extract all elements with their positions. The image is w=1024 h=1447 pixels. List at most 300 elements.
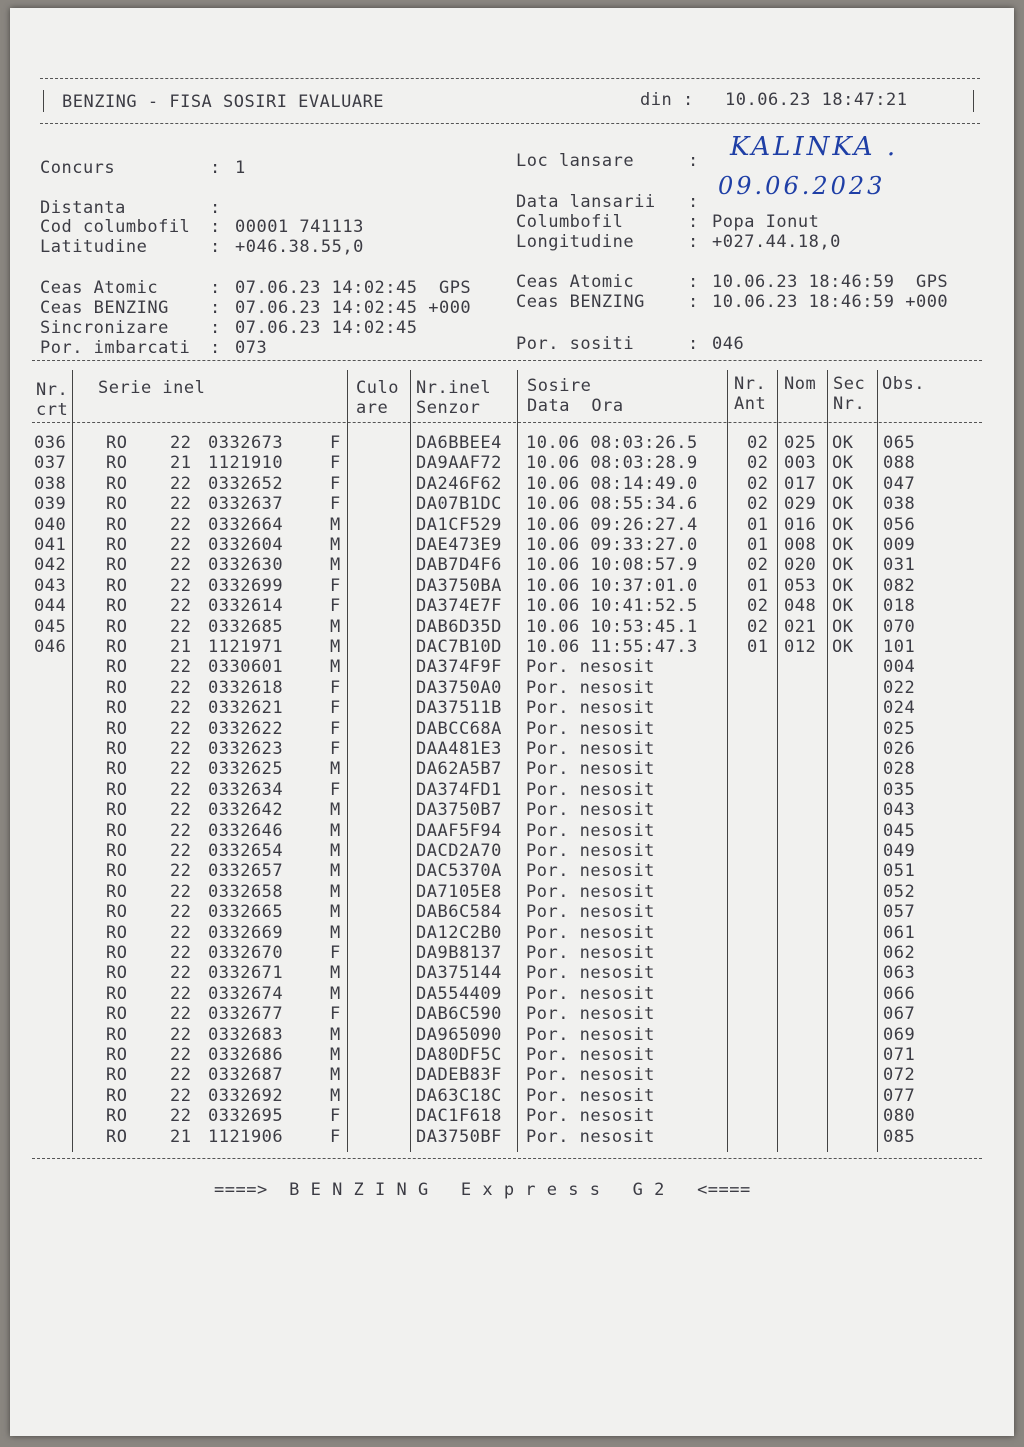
obs-number: 024: [883, 698, 916, 719]
ring-number: 0332622: [208, 718, 284, 739]
sensor-id: DA3750B7: [416, 800, 502, 821]
country-code: RO: [106, 779, 128, 800]
info-colon: :: [210, 237, 221, 257]
antenna-number: 02: [747, 596, 769, 617]
obs-number: 052: [883, 881, 916, 902]
info-label: Por. sositi: [516, 334, 635, 354]
sensor-id: DA6BBEE4: [416, 433, 502, 453]
arrival-time: 10.06 09:33:27.0: [526, 535, 698, 555]
arrival-time: Por. nesosit: [526, 1045, 655, 1065]
crt-number: 042: [34, 555, 67, 576]
nom: 012: [784, 637, 817, 657]
th-culoare: Culo are: [356, 378, 399, 418]
th-nr-ant: Nr. Ant: [734, 374, 767, 414]
info-colon: :: [688, 272, 699, 292]
col-divider-serie: [347, 370, 348, 1152]
table-header-border: [32, 422, 982, 423]
country-code: RO: [106, 433, 128, 453]
nom: 053: [784, 575, 817, 596]
country-code: RO: [106, 677, 128, 698]
col-divider-ant: [777, 370, 778, 1152]
ring-number: 0332623: [208, 739, 284, 759]
arrival-time: Por. nesosit: [526, 1065, 655, 1086]
info-value: 07.06.23 14:02:45: [235, 318, 418, 338]
sex: F: [330, 1126, 341, 1147]
country-code: RO: [106, 922, 128, 943]
nom: 008: [784, 535, 817, 555]
sex: F: [330, 718, 341, 739]
ring-number: 0332658: [208, 881, 284, 902]
ring-year: 22: [170, 473, 192, 494]
sex: M: [330, 637, 341, 657]
obs-number: 082: [883, 575, 916, 596]
ring-number: 0332685: [208, 616, 284, 637]
ring-number: 0332674: [208, 983, 284, 1004]
handwritten-release-location: KALINKA .: [730, 132, 899, 162]
sensor-id: DA07B1DC: [416, 494, 502, 515]
arrival-time: 10.06 10:37:01.0: [526, 575, 698, 596]
ring-year: 22: [170, 1004, 192, 1025]
col-divider-sosire: [727, 370, 728, 1152]
obs-number: 056: [883, 514, 916, 535]
security-status: OK: [832, 596, 854, 617]
sensor-id: DA965090: [416, 1024, 502, 1045]
info-label: Por. imbarcati: [40, 338, 191, 358]
nom: 020: [784, 555, 817, 576]
th-nr-crt: Nr. crt: [36, 380, 69, 420]
crt-number: 036: [34, 433, 67, 453]
security-status: OK: [832, 616, 854, 637]
arrival-time: 10.06 10:41:52.5: [526, 596, 698, 617]
ring-number: 0332621: [208, 698, 284, 719]
country-code: RO: [106, 759, 128, 780]
sensor-id: DA246F62: [416, 473, 502, 494]
crt-number: 044: [34, 596, 67, 617]
sensor-id: DA12C2B0: [416, 922, 502, 943]
info-colon: :: [688, 232, 699, 252]
col-divider-crt: [72, 370, 73, 1152]
ring-number: 0332646: [208, 820, 284, 841]
ring-number: 0332664: [208, 514, 284, 535]
ring-year: 22: [170, 1106, 192, 1127]
obs-number: 009: [883, 535, 916, 555]
arrival-time: Por. nesosit: [526, 1106, 655, 1127]
ring-year: 22: [170, 616, 192, 637]
th-serie-inel: Serie inel: [98, 378, 206, 398]
arrival-time: Por. nesosit: [526, 657, 655, 678]
sex: F: [330, 779, 341, 800]
ring-number: 0332692: [208, 1085, 284, 1106]
th-sec-nr: Sec Nr.: [833, 374, 866, 414]
sex: M: [330, 800, 341, 821]
info-value: +046.38.55,0: [235, 237, 364, 257]
ring-year: 22: [170, 739, 192, 759]
info-colon: :: [210, 338, 221, 358]
arrival-time: 10.06 08:14:49.0: [526, 473, 698, 494]
ring-year: 22: [170, 922, 192, 943]
sensor-id: DAC7B10D: [416, 637, 502, 657]
sensor-id: DADEB83F: [416, 1065, 502, 1086]
arrival-time: Por. nesosit: [526, 943, 655, 963]
nom: 017: [784, 473, 817, 494]
antenna-number: 02: [747, 453, 769, 474]
arrival-time: Por. nesosit: [526, 820, 655, 841]
country-code: RO: [106, 473, 128, 494]
sex: M: [330, 759, 341, 780]
security-status: OK: [832, 555, 854, 576]
arrival-time: 10.06 10:53:45.1: [526, 616, 698, 637]
sensor-id: DA9AAF72: [416, 453, 502, 474]
antenna-number: 01: [747, 514, 769, 535]
arrival-time: 10.06 08:55:34.6: [526, 494, 698, 515]
sensor-id: DACD2A70: [416, 841, 502, 861]
th-sosire: Sosire Data Ora: [527, 376, 624, 416]
antenna-number: 02: [747, 473, 769, 494]
obs-number: 018: [883, 596, 916, 617]
info-colon: :: [210, 318, 221, 338]
th-nr-inel-senzor: Nr.inel Senzor: [416, 378, 492, 418]
info-label: Ceas Atomic: [40, 278, 159, 298]
sensor-id: DABCC68A: [416, 718, 502, 739]
info-label: Sincronizare: [40, 318, 169, 338]
ring-number: 0332618: [208, 677, 284, 698]
sex: M: [330, 657, 341, 678]
sex: F: [330, 473, 341, 494]
sex: M: [330, 902, 341, 923]
sensor-id: DAAF5F94: [416, 820, 502, 841]
report-title: BENZING - FISA SOSIRI EVALUARE: [62, 92, 385, 112]
ring-number: 0332671: [208, 963, 284, 984]
ring-year: 22: [170, 820, 192, 841]
sex: F: [330, 494, 341, 515]
obs-number: 063: [883, 963, 916, 984]
ring-year: 22: [170, 881, 192, 902]
col-divider-senzor: [517, 370, 518, 1152]
info-colon: :: [688, 192, 699, 212]
obs-number: 022: [883, 677, 916, 698]
arrival-time: Por. nesosit: [526, 881, 655, 902]
ring-year: 22: [170, 535, 192, 555]
table-bottom-border: [32, 1158, 982, 1159]
arrival-time: 10.06 09:26:27.4: [526, 514, 698, 535]
info-value: Popa Ionut: [712, 212, 820, 232]
sensor-id: DAB6C590: [416, 1004, 502, 1025]
country-code: RO: [106, 861, 128, 882]
ring-year: 22: [170, 718, 192, 739]
country-code: RO: [106, 943, 128, 963]
sex: M: [330, 616, 341, 637]
arrival-time: Por. nesosit: [526, 800, 655, 821]
ring-year: 22: [170, 575, 192, 596]
antenna-number: 02: [747, 555, 769, 576]
country-code: RO: [106, 637, 128, 657]
arrival-time: 10.06 10:08:57.9: [526, 555, 698, 576]
sex: F: [330, 698, 341, 719]
sensor-id: DA37511B: [416, 698, 502, 719]
nom: 016: [784, 514, 817, 535]
obs-number: 031: [883, 555, 916, 576]
ring-year: 22: [170, 433, 192, 453]
ring-year: 22: [170, 555, 192, 576]
country-code: RO: [106, 1106, 128, 1127]
country-code: RO: [106, 841, 128, 861]
sex: F: [330, 453, 341, 474]
arrival-time: Por. nesosit: [526, 841, 655, 861]
sex: M: [330, 983, 341, 1004]
ring-number: 0332695: [208, 1106, 284, 1127]
sensor-id: DA375144: [416, 963, 502, 984]
country-code: RO: [106, 514, 128, 535]
ring-number: 0332670: [208, 943, 284, 963]
sensor-id: DA3750BA: [416, 575, 502, 596]
sensor-id: DAE473E9: [416, 535, 502, 555]
info-value: 07.06.23 14:02:45 GPS: [235, 278, 472, 298]
antenna-number: 01: [747, 535, 769, 555]
info-colon: :: [688, 212, 699, 232]
nom: 003: [784, 453, 817, 474]
sex: F: [330, 1004, 341, 1025]
info-colon: :: [210, 298, 221, 318]
handwritten-release-date: 09.06.2023: [718, 172, 886, 200]
obs-number: 049: [883, 841, 916, 861]
obs-number: 066: [883, 983, 916, 1004]
arrival-time: 10.06 08:03:28.9: [526, 453, 698, 474]
sex: M: [330, 1065, 341, 1086]
arrival-time: Por. nesosit: [526, 759, 655, 780]
country-code: RO: [106, 535, 128, 555]
sensor-id: DA374FD1: [416, 779, 502, 800]
sensor-id: DA374F9F: [416, 657, 502, 678]
info-label: Ceas BENZING: [516, 292, 645, 312]
security-status: OK: [832, 473, 854, 494]
sex: M: [330, 1045, 341, 1065]
sensor-id: DA374E7F: [416, 596, 502, 617]
security-status: OK: [832, 575, 854, 596]
country-code: RO: [106, 453, 128, 474]
obs-number: 057: [883, 902, 916, 923]
antenna-number: 02: [747, 616, 769, 637]
sex: M: [330, 881, 341, 902]
security-status: OK: [832, 433, 854, 453]
sensor-id: DA9B8137: [416, 943, 502, 963]
antenna-number: 02: [747, 433, 769, 453]
ring-year: 22: [170, 963, 192, 984]
ring-year: 21: [170, 1126, 192, 1147]
ring-number: 0332683: [208, 1024, 284, 1045]
ring-year: 22: [170, 1045, 192, 1065]
ring-number: 0332687: [208, 1065, 284, 1086]
th-nom: Nom: [784, 374, 817, 394]
footer-brand: ====> B E N Z I N G E x p r e s s G 2 <====: [214, 1180, 751, 1200]
country-code: RO: [106, 657, 128, 678]
arrival-time: Por. nesosit: [526, 963, 655, 984]
country-code: RO: [106, 494, 128, 515]
country-code: RO: [106, 698, 128, 719]
sex: M: [330, 841, 341, 861]
security-status: OK: [832, 637, 854, 657]
col-divider-culoare: [410, 370, 411, 1152]
ring-number: 0332669: [208, 922, 284, 943]
obs-number: 065: [883, 433, 916, 453]
th-obs: Obs.: [882, 374, 925, 394]
ring-number: 0332652: [208, 473, 284, 494]
col-divider-nom: [827, 370, 828, 1152]
country-code: RO: [106, 1065, 128, 1086]
arrival-time: Por. nesosit: [526, 861, 655, 882]
obs-number: 045: [883, 820, 916, 841]
ring-year: 22: [170, 841, 192, 861]
ring-number: 0332634: [208, 779, 284, 800]
antenna-number: 01: [747, 637, 769, 657]
security-status: OK: [832, 535, 854, 555]
info-label: Concurs: [40, 158, 116, 178]
obs-number: 070: [883, 616, 916, 637]
sensor-id: DAB7D4F6: [416, 555, 502, 576]
ring-number: 0332657: [208, 861, 284, 882]
obs-number: 038: [883, 494, 916, 515]
obs-number: 061: [883, 922, 916, 943]
info-value: +027.44.18,0: [712, 232, 841, 252]
crt-number: 043: [34, 575, 67, 596]
ring-number: 0332625: [208, 759, 284, 780]
sex: F: [330, 433, 341, 453]
country-code: RO: [106, 1004, 128, 1025]
info-label: Columbofil: [516, 212, 624, 232]
arrival-time: Por. nesosit: [526, 1004, 655, 1025]
sex: F: [330, 943, 341, 963]
obs-number: 035: [883, 779, 916, 800]
ring-year: 22: [170, 514, 192, 535]
arrival-time: Por. nesosit: [526, 779, 655, 800]
report-date-label: din :: [640, 90, 694, 110]
crt-number: 040: [34, 514, 67, 535]
country-code: RO: [106, 739, 128, 759]
ring-year: 21: [170, 453, 192, 474]
ring-year: 22: [170, 657, 192, 678]
info-value: 073: [235, 338, 268, 358]
obs-number: 051: [883, 861, 916, 882]
crt-number: 039: [34, 494, 67, 515]
sex: F: [330, 1106, 341, 1127]
info-colon: :: [688, 151, 699, 171]
sex: M: [330, 820, 341, 841]
country-code: RO: [106, 1126, 128, 1147]
sensor-id: DAB6C584: [416, 902, 502, 923]
sensor-id: DAC5370A: [416, 861, 502, 882]
sex: M: [330, 922, 341, 943]
ring-year: 22: [170, 779, 192, 800]
country-code: RO: [106, 881, 128, 902]
ring-year: 22: [170, 494, 192, 515]
obs-number: 071: [883, 1045, 916, 1065]
ring-year: 22: [170, 1065, 192, 1086]
arrival-time: 10.06 11:55:47.3: [526, 637, 698, 657]
ring-number: 0332604: [208, 535, 284, 555]
info-value: 10.06.23 18:46:59 +000: [712, 292, 949, 312]
ring-number: 1121910: [208, 453, 284, 474]
info-label: Ceas Atomic: [516, 272, 635, 292]
obs-number: 085: [883, 1126, 916, 1147]
info-label: Cod columbofil: [40, 217, 191, 237]
crt-number: 041: [34, 535, 67, 555]
ring-number: 0332686: [208, 1045, 284, 1065]
sensor-id: DA1CF529: [416, 514, 502, 535]
crt-number: 037: [34, 453, 67, 474]
country-code: RO: [106, 575, 128, 596]
nom: 048: [784, 596, 817, 617]
ring-number: 0332630: [208, 555, 284, 576]
sex: F: [330, 596, 341, 617]
arrival-time: Por. nesosit: [526, 902, 655, 923]
sensor-id: DA3750BF: [416, 1126, 502, 1147]
ring-number: 0332614: [208, 596, 284, 617]
info-value: 046: [712, 334, 745, 354]
info-colon: :: [210, 217, 221, 237]
obs-number: 043: [883, 800, 916, 821]
sensor-id: DAB6D35D: [416, 616, 502, 637]
ring-number: 0330601: [208, 657, 284, 678]
arrival-time: Por. nesosit: [526, 739, 655, 759]
sex: M: [330, 1024, 341, 1045]
report-date-value: 10.06.23 18:47:21: [725, 90, 908, 110]
arrival-time: Por. nesosit: [526, 1024, 655, 1045]
sex: M: [330, 535, 341, 555]
info-colon: :: [210, 278, 221, 298]
table-top-border: [32, 360, 982, 361]
sensor-id: DA554409: [416, 983, 502, 1004]
sex: M: [330, 1085, 341, 1106]
arrival-time: Por. nesosit: [526, 983, 655, 1004]
country-code: RO: [106, 800, 128, 821]
obs-number: 077: [883, 1085, 916, 1106]
ring-number: 0332677: [208, 1004, 284, 1025]
info-value: 07.06.23 14:02:45 +000: [235, 298, 472, 318]
header-right-border: [973, 90, 974, 112]
sensor-id: DAA481E3: [416, 739, 502, 759]
ring-year: 22: [170, 983, 192, 1004]
header-bottom-border: [40, 123, 980, 124]
ring-year: 22: [170, 861, 192, 882]
obs-number: 025: [883, 718, 916, 739]
obs-number: 069: [883, 1024, 916, 1045]
country-code: RO: [106, 820, 128, 841]
crt-number: 038: [34, 473, 67, 494]
arrival-time: Por. nesosit: [526, 922, 655, 943]
country-code: RO: [106, 596, 128, 617]
crt-number: 046: [34, 637, 67, 657]
sex: M: [330, 555, 341, 576]
sensor-id: DAC1F618: [416, 1106, 502, 1127]
obs-number: 062: [883, 943, 916, 963]
arrival-time: 10.06 08:03:26.5: [526, 433, 698, 453]
country-code: RO: [106, 1024, 128, 1045]
sex: M: [330, 514, 341, 535]
ring-number: 0332665: [208, 902, 284, 923]
security-status: OK: [832, 514, 854, 535]
country-code: RO: [106, 1085, 128, 1106]
obs-number: 004: [883, 657, 916, 678]
ring-number: 0332637: [208, 494, 284, 515]
sensor-id: DA80DF5C: [416, 1045, 502, 1065]
sex: M: [330, 963, 341, 984]
header-top-border: [40, 78, 980, 79]
ring-year: 22: [170, 1024, 192, 1045]
ring-number: 1121906: [208, 1126, 284, 1147]
ring-year: 22: [170, 596, 192, 617]
ring-year: 22: [170, 759, 192, 780]
ring-year: 22: [170, 800, 192, 821]
obs-number: 088: [883, 453, 916, 474]
